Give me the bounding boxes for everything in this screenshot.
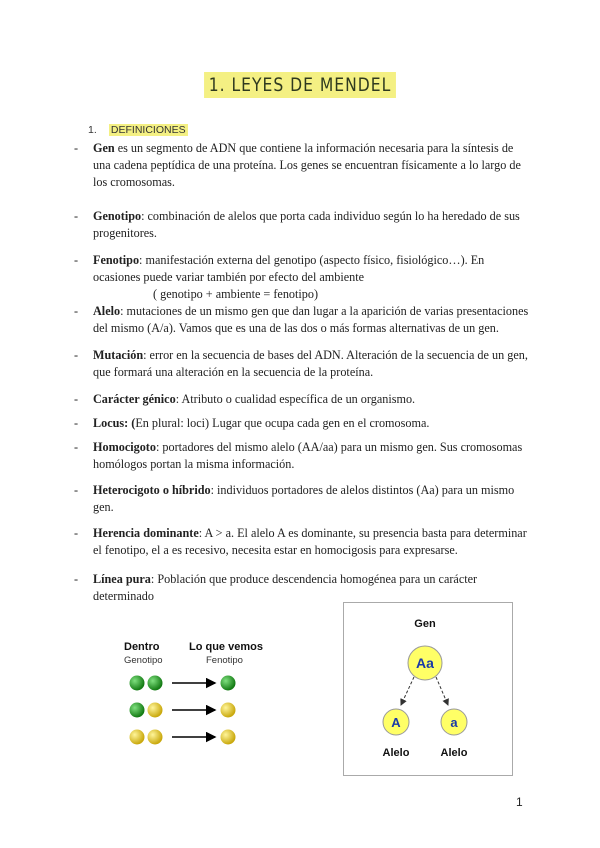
definition-item: - Locus: (En plural: loci) Lugar que ocupa cada gen en el cromosoma.: [74, 416, 430, 430]
gene-label: Gen: [414, 618, 436, 630]
page-title-text: 1. LEYES DE MENDEL: [204, 72, 396, 98]
definition-text: En plural: loci) Lugar que ocupa cada gen en el cromosoma.: [135, 416, 430, 430]
definition-text: : mutaciones de un mismo gen que dan lugar a la aparición de varias presentaciones del mismo (A/a). Vamos que es una de las dos o más formas alternativas de un gen.: [93, 304, 529, 335]
genotype-green-ball: [130, 676, 145, 691]
genotype-green-ball: [148, 676, 163, 691]
genotype-phenotype-diagram: [120, 638, 280, 753]
arrow: [436, 677, 448, 705]
definition-item: - Fenotipo: manifestación externa del genotipo (aspecto físico, fisiológico…). En ocasiones puede variar también por efecto del ambiente ( genotipo + ambiente = fenotipo): [60, 252, 530, 303]
arrow: [401, 677, 414, 705]
phenotype-yellow-ball: [221, 730, 236, 745]
allele-right-label: Alelo: [440, 747, 468, 759]
genotype-yellow-ball: [148, 730, 163, 745]
definition-item: - Gen es un segmento de ADN que contiene la información necesaria para la síntesis de una cadena peptídica de una proteína. Los genes se encuentran físicamente a lo largo de los cromosomas.: [74, 141, 521, 189]
definition-item: - Genotipo: combinación de alelos que porta cada individuo según lo ha heredado de sus progenitores.: [74, 209, 520, 240]
definition-term: Alelo: [93, 304, 121, 318]
section-heading: [88, 124, 188, 136]
definition-text: : manifestación externa del genotipo (aspecto físico, fisiológico…). En ocasiones puede variar también por efecto del ambiente: [93, 253, 485, 284]
definition-item: - Carácter génico: Atributo o cualidad específica de un organismo.: [74, 392, 416, 406]
section-number: 1.: [88, 124, 97, 136]
definition-term: Carácter génico: [93, 392, 176, 406]
definition-text: : individuos portadores de alelos distintos (Aa) para un mismo gen.: [93, 483, 515, 514]
definition-term: Mutación: [93, 348, 144, 362]
definition-item: - Herencia dominante: A > a. El alelo A es dominante, su presencia basta para determinar el fenotipo, el a es recesivo, necesita estar en homocigosis para expresarse.: [74, 526, 527, 557]
definition-text: : portadores del mismo alelo (AA/aa) para un mismo gen. Sus cromosomas homólogos portan la misma información.: [93, 440, 523, 471]
genotype-yellow-ball: [130, 730, 145, 745]
phenotype-green-ball: [221, 676, 236, 691]
definition-item: - Heterocigoto o híbrido: individuos portadores de alelos distintos (Aa) para un mismo gen.: [74, 483, 515, 514]
figure-col2-title: Lo que vemos: [189, 641, 263, 653]
definition-item: - Homocigoto: portadores del mismo alelo (AA/aa) para un mismo gen. Sus cromosomas homólogos portan la misma información.: [74, 440, 523, 471]
definition-term: Heterocigoto o híbrido: [93, 483, 211, 497]
genotype-yellow-ball: [148, 703, 163, 718]
phenotype-yellow-ball: [221, 703, 236, 718]
page-title: [54, 74, 546, 96]
definition-item: - Línea pura: Población que produce descendencia homogénea para un carácter determinado: [74, 572, 478, 603]
allele-left-label: Alelo: [382, 747, 410, 759]
definition-formula: ( genotipo + ambiente = fenotipo): [153, 287, 319, 301]
figure-col2-subtitle: Fenotipo: [206, 655, 243, 666]
parent-genotype: Aa: [416, 655, 434, 671]
definition-term: Línea pura: [93, 572, 151, 586]
page-number: 1: [516, 795, 523, 809]
definition-term: Genotipo: [93, 209, 142, 223]
gene-allele-figure: [343, 602, 513, 776]
definition-term: Homocigoto: [93, 440, 156, 454]
definition-item: - Alelo: mutaciones de un mismo gen que dan lugar a la aparición de varias presentaciones del mismo (A/a). Vamos que es una de las dos o más formas alternativas de un gen.: [74, 304, 529, 335]
allele-left-letter: A: [391, 715, 401, 730]
genotype-green-ball: [130, 703, 145, 718]
definition-item: - Mutación: error en la secuencia de bases del ADN. Alteración de la secuencia de un gen, que formará una alteración en la secuencia de la proteína.: [74, 348, 528, 379]
definition-text: : Atributo o cualidad específica de un organismo.: [175, 392, 416, 406]
definition-term: Locus: (: [93, 416, 136, 430]
definition-text: es un segmento de ADN que contiene la información necesaria para la síntesis de una cadena peptídica de una proteína. Los genes se encuentran físicamente a lo largo de los cromosomas.: [93, 141, 521, 189]
gene-allele-diagram: [344, 603, 512, 775]
definition-term: Herencia dominante: [93, 526, 199, 540]
definitions-list: [60, 140, 530, 605]
figure-col1-subtitle: Genotipo: [124, 655, 163, 666]
definition-term: Gen: [93, 141, 115, 155]
genotype-phenotype-figure: [120, 638, 280, 753]
figure-col1-title: Dentro: [124, 641, 160, 653]
definition-text: : error en la secuencia de bases del ADN. Alteración de la secuencia de un gen, que formará una alteración en la secuencia de la proteína.: [93, 348, 528, 379]
definition-term: Fenotipo: [93, 253, 140, 267]
definition-text: : A > a. El alelo A es dominante, su presencia basta para determinar el fenotipo, el a es recesivo, necesita estar en homocigosis para expresarse.: [93, 526, 527, 557]
allele-right-letter: a: [450, 715, 458, 730]
section-label: DEFINICIONES: [110, 124, 186, 136]
definition-text: : combinación de alelos que porta cada individuo según lo ha heredado de sus progenitores.: [93, 209, 520, 240]
definition-text: : Población que produce descendencia homogénea para un carácter determinado: [93, 572, 478, 603]
